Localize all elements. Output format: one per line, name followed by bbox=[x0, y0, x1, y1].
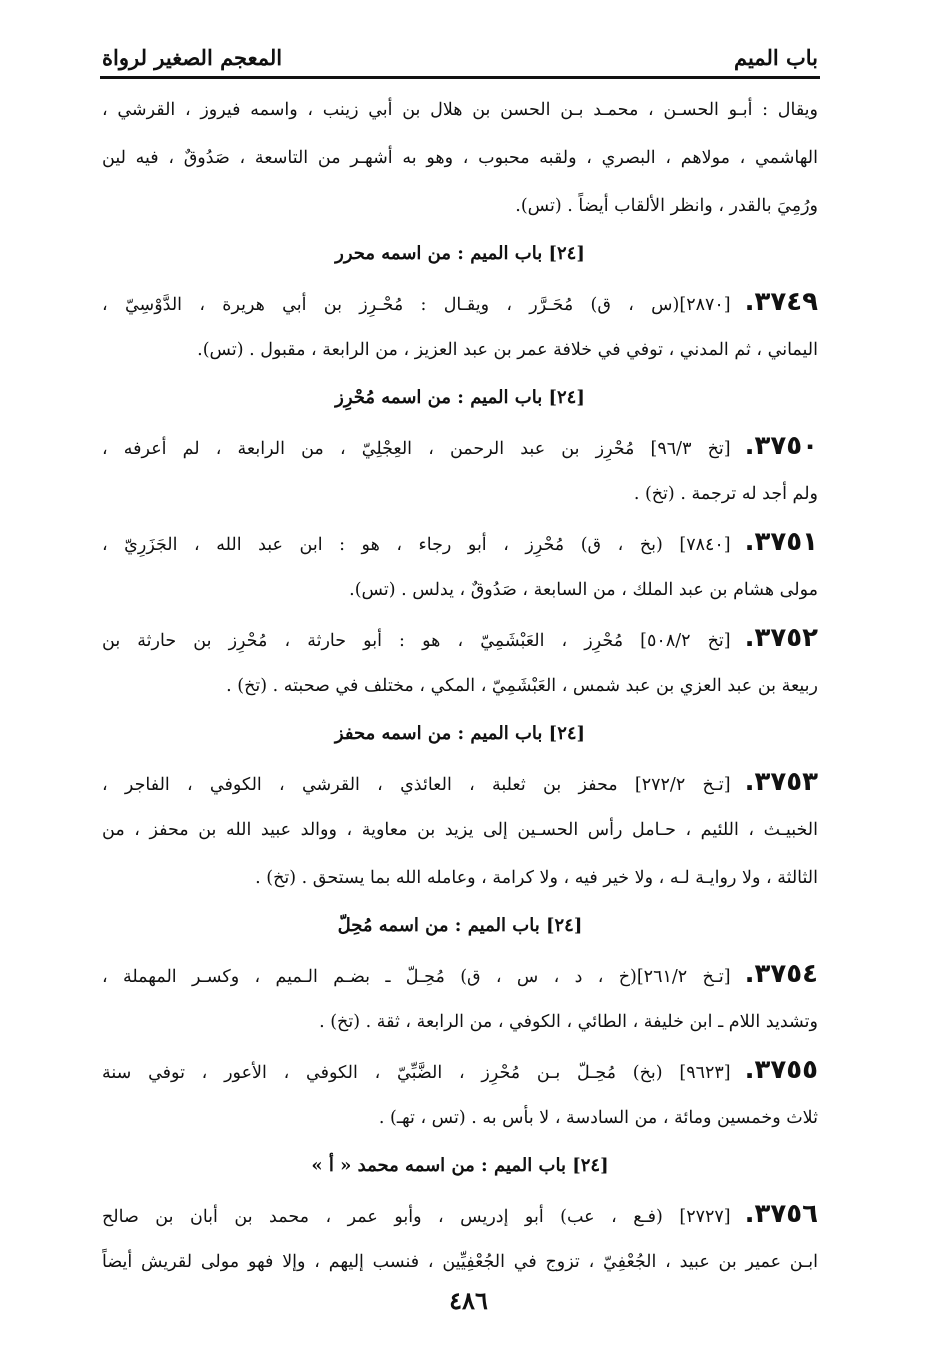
entry-line bbox=[102, 518, 818, 566]
entry-text: [٢٨٧٠](س ، ق) مُحَـرَّر ، ويقـال : مُحْـرِز بن أبي هريرة ، الدَّوْسِيّ ، bbox=[102, 295, 731, 315]
entry-number: ٣٧٥٤. bbox=[744, 959, 818, 989]
entry-text: [تخ ٩٦/٣] مُحْرِز بن عبد الرحمن ، العِجْلِيّ ، من الرابعة ، لم أعرفه ، bbox=[102, 439, 731, 459]
page-number: ٤٨٦ bbox=[449, 1286, 488, 1315]
entry-number: ٣٧٥٠. bbox=[744, 431, 818, 461]
entry-number: ٣٧٥٥. bbox=[744, 1055, 818, 1085]
entry-line bbox=[102, 614, 818, 662]
header-chapter-title: باب الميم bbox=[733, 45, 818, 70]
section-heading: [٢٤] باب الميم : من اسمه محمد « أ » bbox=[311, 1155, 609, 1176]
text-line: ثلاث وخمسين ومائة ، من السادسة ، لا بأس به . (تس ، تهـ) . bbox=[378, 1108, 818, 1128]
running-header bbox=[102, 30, 818, 70]
header-book-title: المعجم الصغير لرواة bbox=[102, 45, 283, 70]
entry-line bbox=[102, 1190, 818, 1238]
section-heading: [٢٤] باب الميم : من اسمه محرر bbox=[335, 243, 585, 264]
entry-number: ٣٧٤٩. bbox=[744, 287, 818, 317]
entry-number: ٣٧٥٣. bbox=[744, 767, 818, 797]
text-line: ورُمِيَ بالقدر ، وانظر الألقاب أيضاً . (تس). bbox=[515, 196, 818, 216]
text-line: وتشديد اللام ـ ابن خليفة ، الطائي ، الكوفي ، من الرابعة ، ثقة . (تخ) . bbox=[319, 1012, 818, 1032]
text-line: ربيعة بن عبد العزي بن عبد شمس ، العَبْشَمِيّ ، المكي ، مختلف في صحبته . (تخ) . bbox=[226, 676, 818, 696]
entry-line bbox=[102, 758, 818, 806]
entry-line bbox=[102, 1046, 818, 1094]
entry-number: ٣٧٥٦. bbox=[744, 1199, 818, 1229]
text-line: الخبيـث ، اللئيم ، حـامل رأس الحسـين إلى يزيد بن معاوية ، ووالد عبيد الله بن محفز ، من bbox=[102, 820, 818, 840]
text-line: اليماني ، ثم المدني ، توفي في خلافة عمر بن عبد العزيز ، من الرابعة ، مقبول . (تس). bbox=[197, 340, 818, 360]
entry-text: [٢٧٢٧] (فـع ، عب) أبو إدريس ، وأبو عمر ، محمد بن أبان بن صالح bbox=[102, 1207, 731, 1227]
entry-text: [تـخ ٢٦١/٢](خ ، د ، س ، ق) مُحِـلّ ـ بضـم الـميم ، وكسـر المهملة ، bbox=[102, 967, 731, 987]
entry-line bbox=[102, 422, 818, 470]
entry-line bbox=[102, 950, 818, 998]
header-rule bbox=[100, 76, 820, 79]
text-line: الثالثة ، ولا روايـة لـه ، ولا خير فيه ، ولا كرامة ، وعامله الله بما يستحق . (تخ) . bbox=[255, 868, 818, 888]
entry-number: ٣٧٥٢. bbox=[744, 623, 818, 653]
text-line: الهاشمي ، مولاهم ، البصري ، ولقبه محبوب ، وهو به أشهـر من التاسعة ، صَدُوقٌ ، فيه لين bbox=[102, 148, 818, 168]
entry-line bbox=[102, 278, 818, 326]
text-line: مولى هشام بن عبد الملك ، من السابعة ، صَدُوقٌ ، يدلس . (تس). bbox=[349, 580, 818, 600]
entry-text: [تـخ ٢٧٢/٢] محفز بن ثعلبة ، العائذي ، القرشي ، الكوفي ، الفاجر ، bbox=[102, 775, 731, 795]
entry-text: [٩٦٢٣] (بخ) مُحِـلّ بـن مُحْرِز ، الضَّبِّيّ ، الكوفي ، الأعور ، توفي سنة bbox=[102, 1063, 731, 1083]
entry-text: [٧٨٤٠] (بخ ، ق) مُحْرِز ، أبو رجاء ، هو : ابن عبد الله ، الجَزَرِيّ ، bbox=[102, 535, 731, 555]
text-body bbox=[102, 86, 818, 1286]
entry-number: ٣٧٥١. bbox=[744, 527, 818, 557]
section-heading: [٢٤] باب الميم : من اسمه مُحِلّ bbox=[337, 915, 583, 936]
section-heading: [٢٤] باب الميم : من اسمه مُحْرِز bbox=[335, 387, 585, 408]
text-line: ولم أجد له ترجمة . (تخ) . bbox=[633, 484, 818, 504]
entry-text: [تخ ٥٠٨/٢] مُحْرِز ، العَبْشَمِيّ ، هو : أبو حارثة ، مُحْرِز بن حارثة بن bbox=[102, 631, 731, 651]
text-line: ويقال : أبـو الحسـن ، محمـد بـن الحسن بن هلال بن أبي زينب ، واسمه فيروز ، القرشي ، bbox=[102, 100, 818, 120]
section-heading: [٢٤] باب الميم : من اسمه محفز bbox=[334, 723, 586, 744]
text-line: ابـن عمير بن عبيد ، الجُعْفِيّ ، تزوج في الجُعْفِيِّين ، فنسب إليهم ، وإلا فهو مولى لقريش أيضاً bbox=[102, 1252, 818, 1272]
